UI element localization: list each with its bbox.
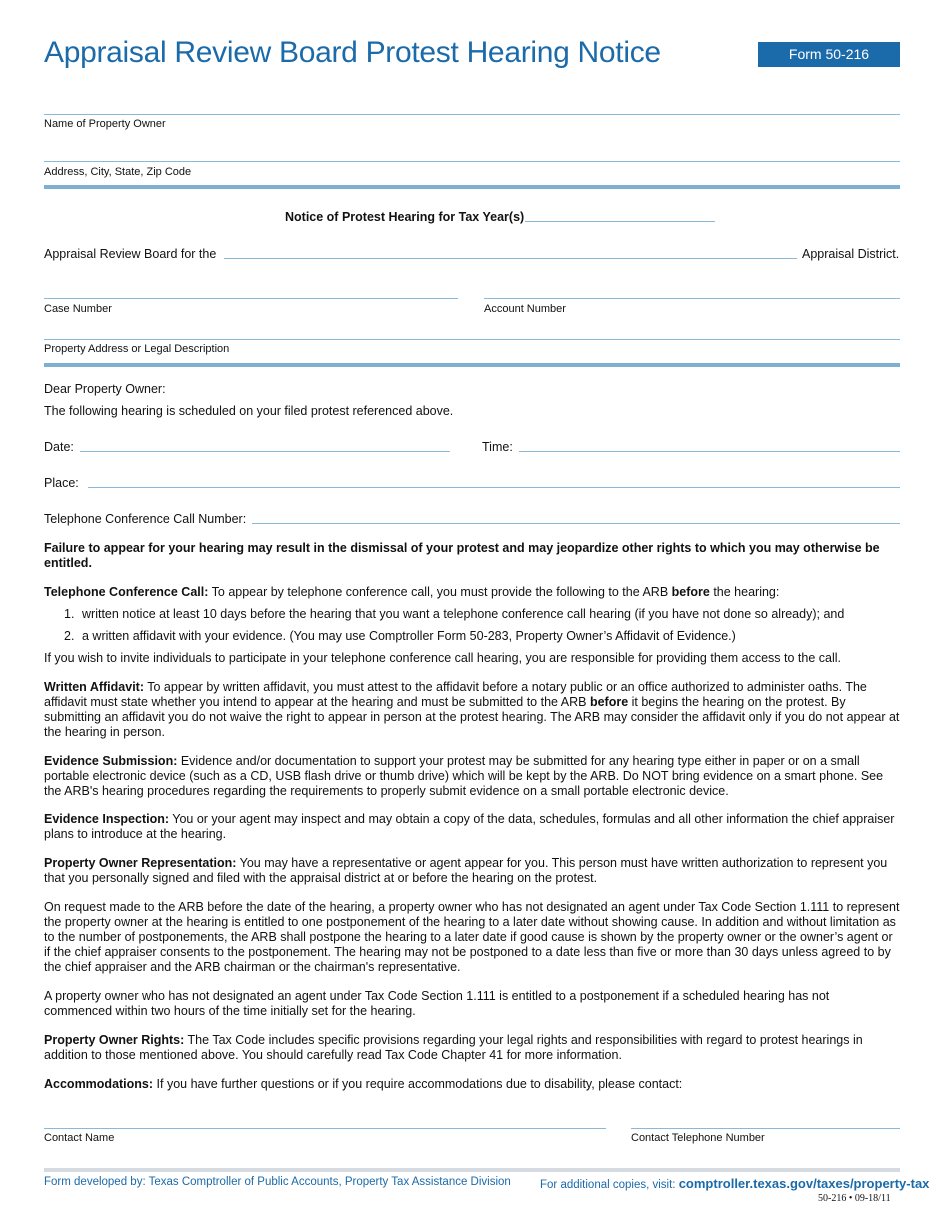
contact-name-label: Contact Name bbox=[44, 1132, 115, 1144]
footer-developed-by: Form developed by: Texas Comptroller of Public Accounts, Property Tax Assistance Division bbox=[44, 1176, 511, 1188]
case-number-field[interactable] bbox=[44, 298, 458, 299]
owner-address-label: Address, City, State, Zip Code bbox=[44, 166, 192, 178]
phone-conference-label: Telephone Conference Call Number: bbox=[44, 512, 247, 526]
rights-heading: Property Owner Rights: bbox=[44, 1033, 185, 1047]
footer-divider bbox=[44, 1168, 900, 1172]
list-item-number: 1. bbox=[64, 607, 75, 621]
list-item: a written affidavit with your evidence. (You may use Comptroller Form 50-283, Property Owner’s Affidavit of Evidence.) bbox=[82, 629, 736, 643]
tcc-before: before bbox=[671, 585, 710, 599]
ei-text: You or your agent may inspect and may obtain a copy of the data, schedules, formulas and all other information the chief appraiser plans to introduce at the hearing. bbox=[44, 812, 895, 841]
date-field[interactable] bbox=[80, 451, 450, 452]
page-title: Appraisal Review Board Protest Hearing Notice bbox=[44, 36, 661, 69]
place-label: Place: bbox=[44, 476, 79, 490]
appraisal-district-field[interactable] bbox=[224, 258, 797, 259]
salutation: Dear Property Owner: bbox=[44, 382, 166, 396]
wa-before: before bbox=[589, 695, 629, 709]
footer-copies-prefix: For additional copies, visit: bbox=[540, 1179, 679, 1191]
section-divider bbox=[44, 363, 900, 367]
acc-heading: Accommodations: bbox=[44, 1077, 154, 1091]
telephone-conference-paragraph bbox=[44, 585, 900, 600]
written-affidavit-paragraph bbox=[44, 680, 900, 740]
evidence-submission-paragraph bbox=[44, 754, 900, 799]
contact-name-field[interactable] bbox=[44, 1128, 606, 1129]
wa-heading: Written Affidavit: bbox=[44, 680, 144, 694]
arb-prefix: Appraisal Review Board for the bbox=[44, 247, 217, 261]
arb-suffix: Appraisal District. bbox=[802, 247, 900, 261]
form-number-badge: Form 50-216 bbox=[758, 42, 900, 67]
list-item: written notice at least 10 days before the hearing that you want a telephone conference call hearing (if you have not done so already); and bbox=[82, 607, 845, 621]
property-address-label: Property Address or Legal Description bbox=[44, 343, 230, 355]
footer-copies bbox=[540, 1176, 929, 1191]
wa-text: To appear by written affidavit, you must attest to the affidavit before a notary public or an office authorized to administer oaths. The affidavit must state whether you intend to appear at the hearing and must be submitted to the ARB bbox=[44, 680, 867, 709]
footer-copies-link[interactable]: comptroller.texas.gov/taxes/property-tax bbox=[678, 1176, 930, 1191]
list-item-number: 2. bbox=[64, 629, 75, 643]
por-heading: Property Owner Representation: bbox=[44, 856, 237, 870]
tcc-invite: If you wish to invite individuals to participate in your telephone conference call hearing, you are responsible for providing them access to the call. bbox=[44, 651, 841, 665]
tcc-text: To appear by telephone conference call, you must provide the following to the ARB bbox=[208, 585, 672, 599]
account-number-label: Account Number bbox=[484, 303, 566, 315]
section-divider bbox=[44, 185, 900, 189]
date-label: Date: bbox=[44, 440, 74, 454]
rights-text: The Tax Code includes specific provisions regarding your legal rights and responsibilities with regard to protest hearings in addition to those mentioned above. You should carefully read Tax Code Chapter 41 for more information. bbox=[44, 1033, 863, 1062]
hearing-year-title: Notice of Protest Hearing for Tax Year(s) bbox=[285, 210, 525, 224]
footer-form-number: 50-216 • 09-18/11 bbox=[818, 1193, 891, 1204]
phone-conference-field[interactable] bbox=[252, 523, 900, 524]
owner-name-field[interactable] bbox=[44, 114, 900, 115]
property-address-field[interactable] bbox=[44, 339, 900, 340]
accommodations-paragraph bbox=[44, 1077, 900, 1092]
postponement-paragraph: On request made to the ARB before the date of the hearing, a property owner who has not designated an agent under Tax Code Section 1.111 to represent the property owner at the hearing is entitled to one postponement of the hearing to a later date without showing cause. In addition and without limitation as to the number of postponements, the ARB shall postpone the hearing to a later date if good cause is shown by the property owner or the owner’s agent or if the chief appraiser consents to the postponement. The hearing may not be postponed to a date less than five or more than 30 days unless agreed to by the chief appraiser and the ARB chairman or the chairman's representative. bbox=[44, 900, 900, 974]
tax-year-field[interactable] bbox=[525, 221, 715, 222]
tcc-text: the hearing: bbox=[709, 585, 780, 599]
owner-rights-paragraph bbox=[44, 1033, 900, 1063]
owner-address-field[interactable] bbox=[44, 161, 900, 162]
es-heading: Evidence Submission: bbox=[44, 754, 178, 768]
por-text: You may have a representative or agent appear for you. This person must have written authorization to represent you that you personally signed and filed with the appraisal district at or before the hearing on the protest. bbox=[44, 856, 888, 885]
account-number-field[interactable] bbox=[484, 298, 900, 299]
case-number-label: Case Number bbox=[44, 303, 112, 315]
time-field[interactable] bbox=[519, 451, 900, 452]
ei-heading: Evidence Inspection: bbox=[44, 812, 170, 826]
tcc-heading: Telephone Conference Call: bbox=[44, 585, 209, 599]
failure-warning: Failure to appear for your hearing may result in the dismissal of your protest and may jeopardize other rights to which you may otherwise be entitled. bbox=[44, 541, 880, 570]
time-label: Time: bbox=[482, 440, 513, 454]
acc-text: If you have further questions or if you require accommodations due to disability, please contact: bbox=[153, 1077, 683, 1091]
representation-paragraph bbox=[44, 856, 900, 886]
contact-phone-label: Contact Telephone Number bbox=[631, 1132, 765, 1144]
owner-name-label: Name of Property Owner bbox=[44, 118, 166, 130]
evidence-inspection-paragraph bbox=[44, 812, 900, 842]
contact-phone-field[interactable] bbox=[631, 1128, 900, 1129]
letter-intro: The following hearing is scheduled on your filed protest referenced above. bbox=[44, 404, 454, 418]
postponement-paragraph-2: A property owner who has not designated an agent under Tax Code Section 1.111 is entitled to a postponement if a scheduled hearing has not commenced within two hours of the time initially set for the hearing. bbox=[44, 989, 830, 1018]
wa-text: it begins the hearing on the protest. By submitting an affidavit you do not waive the right to appear in person at the protest hearing. The ARB may consider the affidavit only if you do not appear at the hearing in person. bbox=[44, 695, 900, 739]
place-field[interactable] bbox=[88, 487, 900, 488]
es-text: Evidence and/or documentation to support your protest may be submitted for any hearing type either in paper or on a small portable electronic device (such as a CD, USB flash drive or thumb drive) which will be kept by the ARB. Do NOT bring evidence on a smart phone. See the ARB's hearing procedures regarding the requirements to properly submit evidence on a small portable electronic device. bbox=[44, 754, 884, 798]
